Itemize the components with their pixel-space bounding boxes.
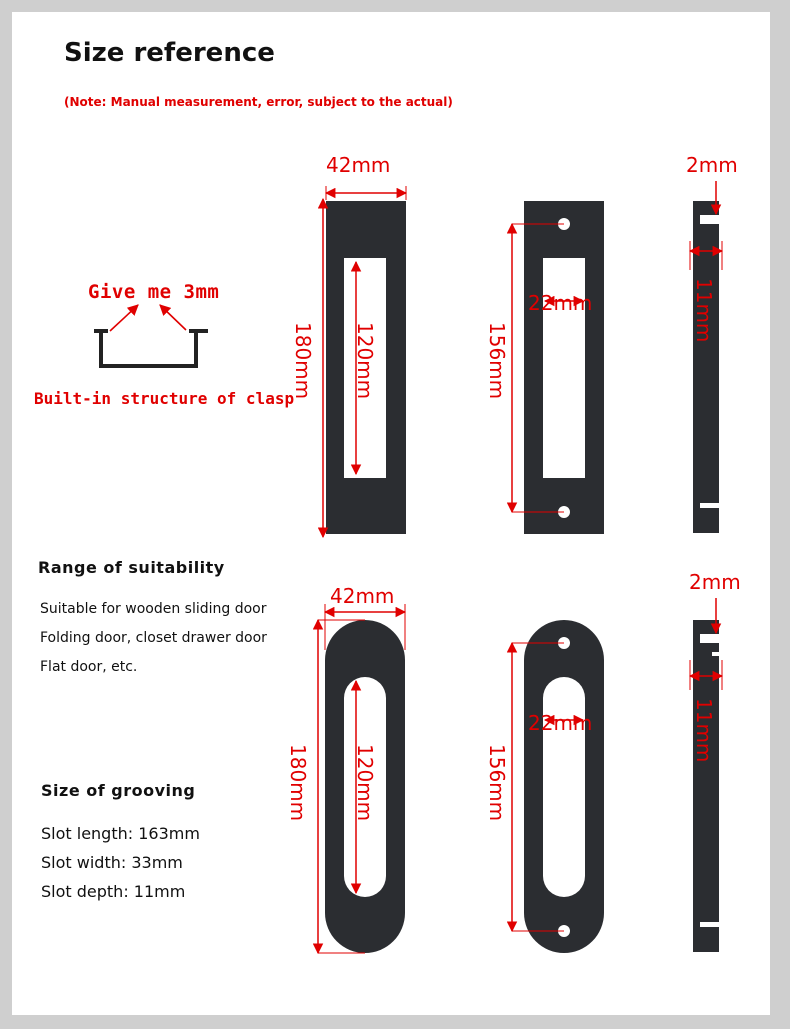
rect-plate-back [485,201,604,534]
width-label: 42mm [330,584,395,608]
give-arrow-right [160,305,186,330]
grooving-heading: Size of grooving [41,781,196,800]
rect-side-profile [686,153,738,533]
slot-length-label: 120mm [353,322,377,400]
slot-width-label: 22mm [528,291,593,315]
depth-label: 11mm [692,278,716,343]
depth-label: 11mm [692,698,716,763]
round-side-profile [689,570,741,952]
grooving-line: Slot depth: 11mm [41,882,186,901]
give-arrow-left [110,305,138,331]
give-label: Give me 3mm [88,281,220,303]
suitability-heading: Range of suitability [38,558,225,577]
page-title: Size reference [64,38,275,68]
suitability-line: Suitable for wooden sliding door [40,601,267,617]
width-label: 42mm [326,153,391,177]
suitability-line: Flat door, etc. [40,659,138,675]
slot-width-label: 22mm [528,711,593,735]
slot-length-label: 120mm [353,744,377,822]
height-label: 180mm [291,322,315,400]
suitability-line: Folding door, closet drawer door [40,630,267,646]
grooving-line: Slot length: 163mm [41,824,200,843]
round-plate-front [286,584,405,953]
rect-plate-front [291,153,406,537]
hole-spacing-label: 156mm [485,744,509,822]
thickness-label: 2mm [689,570,741,594]
clasp-caption: Built-in structure of clasp [34,389,295,408]
clasp-structure-icon [94,305,208,366]
thickness-label: 2mm [686,153,738,177]
height-label: 180mm [286,744,310,822]
grooving-line: Slot width: 33mm [41,853,183,872]
round-plate-back [485,620,604,953]
hole-spacing-label: 156mm [485,322,509,400]
measurement-note: (Note: Manual measurement, error, subject to the actual) [64,95,453,109]
